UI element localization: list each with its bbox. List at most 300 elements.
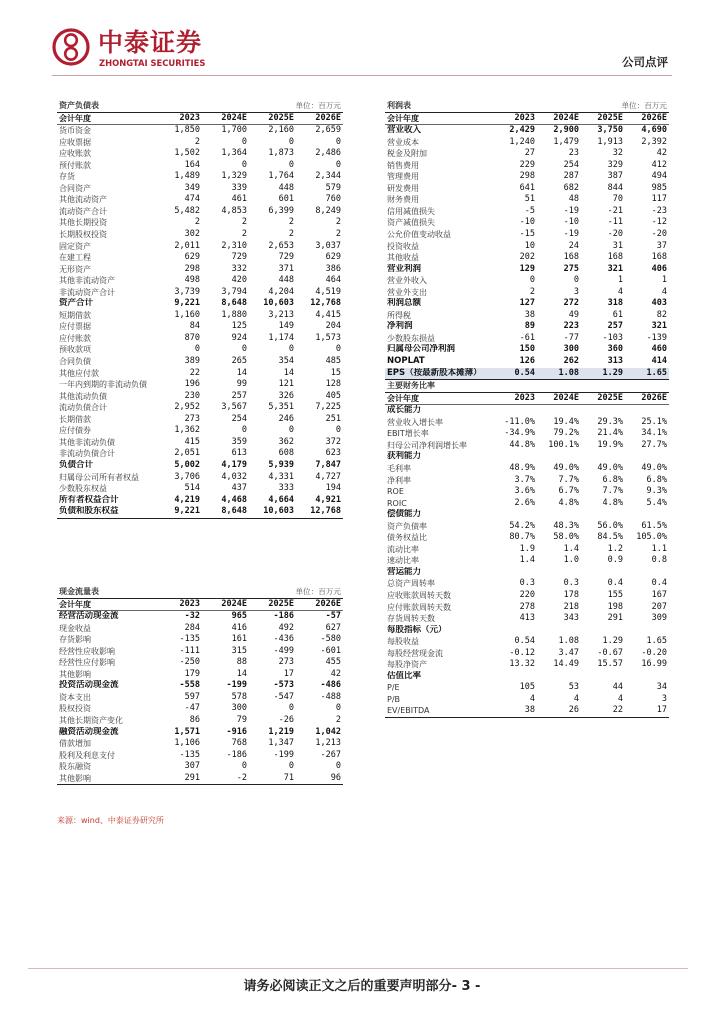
ratios-cell: 155 [607, 589, 623, 600]
balance-sheet-cell: 12,768 [296, 506, 343, 518]
ratios-cell: 1.0 [563, 555, 579, 566]
balance-sheet-row-label: 一年内到期的非流动负债 [59, 380, 147, 390]
ratios-cell: 100.1% [548, 439, 579, 450]
balance-sheet-cell: 4,032 [221, 471, 247, 482]
ratios-cell: 105.0% [636, 532, 668, 543]
cash-flow-cell: -547 [273, 691, 294, 702]
income-statement-cell: 10 [524, 240, 535, 251]
balance-sheet-cell: 4,179 [221, 459, 247, 470]
balance-sheet-cell: 2,011 [174, 240, 200, 251]
balance-sheet-cell: 461 [231, 194, 247, 205]
balance-sheet-cell: 2,952 [174, 402, 200, 413]
balance-sheet-cell: 386 [325, 263, 342, 274]
ratios-cell: 5.4% [646, 497, 668, 508]
balance-sheet-cell: 5,939 [268, 459, 294, 470]
balance-sheet-cell: 0 [288, 425, 294, 436]
ratios-section-row [385, 625, 669, 637]
balance-sheet-cell: 1,700 [221, 125, 247, 136]
balance-sheet-cell: 485 [325, 356, 342, 367]
income-statement-cell: 3 [573, 286, 579, 297]
income-statement-cell: 126 [519, 356, 535, 367]
income-statement-cell: 27 [524, 148, 535, 159]
income-statement-cell: 37 [656, 240, 668, 251]
cash-flow-title-spacer [155, 586, 202, 598]
balance-sheet-cell: 2 [288, 217, 294, 228]
income-statement-cell: -19 [563, 229, 579, 240]
income-statement-cell: 313 [607, 356, 623, 367]
ratios-cell: 17 [625, 705, 669, 717]
balance-sheet-row [57, 368, 343, 380]
balance-sheet-cell: 12,768 [310, 298, 342, 309]
income-statement-cell: 321 [651, 321, 668, 332]
balance-sheet-cell: 1,160 [174, 309, 200, 320]
income-statement-cell: 1.65 [625, 368, 669, 380]
balance-sheet-cell: 2 [194, 136, 200, 147]
income-statement-row [385, 356, 669, 368]
balance-sheet-cell: 629 [184, 252, 200, 263]
balance-sheet-row [57, 217, 343, 229]
data-source-note: 来源：wind、中泰证券研究所 [57, 816, 164, 825]
ratios-cell: 0.3 [519, 578, 535, 589]
balance-sheet-cell: 2,310 [221, 240, 247, 251]
income-statement-row [385, 229, 669, 241]
cash-flow-cell: -486 [320, 680, 342, 691]
balance-sheet-row [57, 495, 343, 507]
cash-flow-header-row [57, 598, 343, 611]
ratios-row [385, 555, 669, 567]
income-statement-unit: 单位：百万元 [537, 100, 669, 112]
cash-flow-cell: 578 [231, 691, 247, 702]
balance-sheet-cell: 0 [241, 344, 247, 355]
income-statement-row-label: 税金及附加 [387, 149, 427, 159]
ratios-cell: 1.08 [558, 636, 579, 647]
balance-sheet-cell: 2,659 [315, 125, 342, 136]
income-statement-cell: 682 [563, 182, 579, 193]
ratios-row-label: 资产负债率 [387, 521, 427, 531]
ratios-cell: 3.6% [514, 486, 535, 497]
cash-flow-row-label: 其他影响 [57, 773, 155, 785]
balance-sheet-cell: 372 [325, 436, 342, 447]
balance-sheet-cell: 125 [231, 321, 247, 332]
ratios-cell: 44 [612, 682, 623, 693]
balance-sheet-cell: 1,362 [174, 425, 200, 436]
balance-sheet-cell: 474 [184, 194, 200, 205]
balance-sheet-cell: 498 [184, 275, 200, 286]
balance-sheet-column-header: 2024E [202, 112, 249, 125]
balance-sheet-cell: 333 [278, 483, 294, 494]
income-statement-row-label: 利润总额 [387, 298, 422, 309]
balance-sheet-row-label: 短期借款 [59, 310, 91, 320]
cash-flow-row-label: 股东融资 [59, 762, 91, 772]
balance-sheet-row-label: 预收款项 [59, 345, 91, 355]
income-statement-cell: 24 [568, 240, 579, 251]
ratios-cell: 84.5% [597, 532, 623, 543]
balance-sheet-row-label: 其他非流动负债 [59, 437, 115, 447]
ratios-column-header: 2023 [493, 392, 537, 405]
cash-flow-row [57, 680, 343, 692]
balance-sheet-cell: 0 [288, 159, 294, 170]
income-statement-cell: 360 [607, 344, 623, 355]
income-statement-cell: 844 [607, 182, 623, 193]
balance-sheet-cell: 371 [278, 263, 294, 274]
company-name-cn: 中泰证券 [98, 28, 203, 57]
balance-sheet-row [57, 425, 343, 437]
ratios-cell: 218 [563, 601, 579, 612]
balance-sheet-cell: 2 [241, 217, 247, 228]
cash-flow-row-label: 存货影响 [59, 635, 91, 645]
cash-flow-cell: -601 [320, 645, 342, 656]
ratios-cell: 15.57 [597, 659, 623, 670]
ratios-cell: 0.54 [514, 636, 535, 647]
balance-sheet-cell: 1,502 [174, 148, 200, 159]
ratios-cell: 25.1% [641, 416, 668, 427]
balance-sheet-cell: 2 [241, 229, 247, 240]
income-statement-cell: 82 [656, 309, 668, 320]
income-and-ratios-table [385, 100, 669, 718]
ratios-column-header: 2025E [581, 392, 625, 405]
balance-sheet-row-label: 合同负债 [59, 357, 91, 367]
cash-flow-cell: -57 [325, 611, 342, 622]
ratios-cell: 79.2% [553, 428, 579, 439]
ratios-row [385, 440, 669, 452]
income-statement-cell: 61 [612, 309, 623, 320]
page-footer [0, 975, 724, 994]
cash-flow-row-label: 经营性应收影响 [59, 646, 115, 656]
ratios-cell: 80.7% [509, 532, 535, 543]
ratios-section-spacer [493, 625, 669, 637]
cash-flow-cell: 0 [288, 703, 294, 714]
balance-sheet-row-label: 归属母公司所有者权益 [59, 472, 139, 482]
cash-flow-cell: 416 [231, 622, 247, 633]
balance-sheet-cell: 1,489 [174, 171, 200, 182]
balance-sheet-cell: 0 [241, 425, 247, 436]
ratios-row-label: 每股指标（元） [387, 624, 447, 635]
ratios-cell: 1.65 [646, 636, 668, 647]
balance-sheet-cell: 359 [231, 436, 247, 447]
income-statement-cell: 0 [529, 275, 535, 286]
cash-flow-row [57, 761, 343, 773]
balance-sheet-cell: 623 [325, 448, 342, 459]
cash-flow-cell: -32 [184, 611, 200, 622]
cash-flow-cell: 71 [249, 773, 296, 785]
balance-sheet-row [57, 356, 343, 368]
income-statement-cell: 287 [563, 171, 579, 182]
ratios-row [385, 544, 669, 556]
income-statement-cell: -10 [519, 217, 535, 228]
income-statement-cell: 2,900 [553, 125, 579, 136]
ratios-cell: -0.20 [641, 647, 668, 658]
balance-sheet-row [57, 460, 343, 472]
ratios-cell: 19.9% [597, 439, 623, 450]
ratios-row-label: 获利能力 [387, 451, 422, 462]
ratios-cell: 6.8% [646, 474, 668, 485]
ratios-row-label: 总资产周转率 [387, 579, 435, 589]
balance-sheet-cell: 0 [335, 136, 342, 147]
income-statement-row-label: 营业成本 [387, 137, 419, 147]
ratios-cell: 4.8% [558, 497, 579, 508]
balance-sheet-cell: 1,850 [174, 125, 200, 136]
cash-flow-row [57, 750, 343, 762]
income-statement-cell: 168 [607, 252, 623, 263]
ratios-cell: 54.2% [509, 520, 535, 531]
balance-sheet-cell: 8,249 [315, 205, 342, 216]
ratios-cell: 3.47 [558, 647, 579, 658]
income-statement-cell: 2,392 [641, 136, 668, 147]
income-statement-cell: 1.29 [581, 368, 625, 380]
cash-flow-cell: 315 [231, 645, 247, 656]
income-statement-cell: -15 [519, 229, 535, 240]
income-statement-cell: 262 [563, 356, 579, 367]
balance-sheet-cell: 5,002 [174, 459, 200, 470]
cash-flow-cell: -199 [226, 680, 247, 691]
cash-flow-row [57, 611, 343, 623]
income-statement-row [385, 206, 669, 218]
cash-flow-cell: -47 [184, 703, 200, 714]
balance-sheet-row-label: 在建工程 [59, 253, 91, 263]
balance-sheet-row [57, 252, 343, 264]
balance-sheet-row [57, 125, 343, 137]
page-number: - 3 - [451, 979, 481, 994]
income-statement-cell: 4,690 [641, 125, 668, 136]
balance-sheet-row [57, 321, 343, 333]
ratios-row [385, 463, 669, 475]
balance-sheet-unit: 单位：百万元 [202, 100, 343, 112]
ratios-cell: 1.29 [602, 636, 623, 647]
cash-flow-row [57, 669, 343, 681]
balance-sheet-row [57, 229, 343, 241]
balance-sheet-cell: 608 [278, 448, 294, 459]
ratios-section-spacer [493, 509, 669, 521]
income-statement-row-label: 少数股东损益 [387, 333, 435, 343]
balance-sheet-row-label: 其他非流动资产 [59, 276, 115, 286]
ratios-row-label: 净利率 [387, 475, 411, 485]
ratios-section-row [385, 567, 669, 579]
cash-flow-cell: -488 [320, 691, 342, 702]
income-statement-cell: 460 [651, 344, 668, 355]
ratios-header-row [385, 392, 669, 405]
ratios-cell: 13.32 [509, 659, 535, 670]
balance-sheet-row-label: 长期借款 [59, 414, 91, 424]
income-statement-header-row [385, 112, 669, 125]
income-statement-column-header: 会计年度 [385, 112, 493, 125]
income-statement-row [385, 344, 669, 356]
balance-sheet-cell: 4,727 [315, 471, 342, 482]
balance-sheet-row-label: 长期股权投资 [59, 230, 107, 240]
ratios-section-row [385, 405, 669, 417]
balance-sheet-cell: 4,519 [315, 286, 342, 297]
ratios-cell: 343 [563, 613, 579, 624]
ratios-row [385, 636, 669, 648]
income-statement-cell: 38 [524, 309, 535, 320]
cash-flow-cell: -916 [226, 726, 247, 737]
balance-sheet-row-label: 应付票据 [59, 322, 91, 332]
balance-sheet-cell: 1,573 [315, 332, 342, 343]
ratios-cell: -11.0% [504, 416, 535, 427]
balance-sheet-cell: 15 [330, 367, 342, 378]
ratios-cell: 26 [537, 705, 581, 717]
income-statement-cell: 0 [573, 275, 579, 286]
ratios-cell: 38 [493, 705, 537, 717]
balance-sheet-cell: 0 [288, 344, 294, 355]
income-statement-row-label: 其他收益 [387, 253, 419, 263]
income-statement-row-label: 研发费用 [387, 183, 419, 193]
ratios-cell: 0.3 [563, 578, 579, 589]
ratios-cell: 48.9% [509, 462, 535, 473]
balance-sheet-cell: 4,921 [315, 494, 342, 505]
balance-sheet-row-label: 合同资产 [59, 183, 91, 193]
balance-sheet-cell: 464 [325, 275, 342, 286]
balance-sheet-row [57, 437, 343, 449]
income-statement-cell: 985 [651, 182, 668, 193]
cash-flow-cell: 1,571 [174, 726, 200, 737]
income-statement-cell: 329 [607, 159, 623, 170]
income-statement-cell: 229 [519, 159, 535, 170]
balance-sheet-row-label: 资产合计 [59, 298, 94, 309]
ratios-row-label: 归母公司净利润增长率 [387, 440, 467, 450]
balance-sheet-row-label: 其他应付款 [59, 368, 99, 378]
ratios-row [385, 486, 669, 498]
ratios-row [385, 475, 669, 487]
ratios-cell: 0.8 [651, 555, 668, 566]
balance-sheet-row-label: 其他长期投资 [59, 218, 107, 228]
income-statement-cell: -23 [651, 205, 668, 216]
header-divider [52, 75, 672, 76]
balance-sheet-cell: 4,853 [221, 205, 247, 216]
ratios-column-header: 2024E [537, 392, 581, 405]
cash-flow-row [57, 634, 343, 646]
income-statement-cell: -61 [519, 332, 535, 343]
cash-flow-cell: 1,213 [315, 738, 342, 749]
income-statement-cell: 129 [519, 263, 535, 274]
balance-sheet-cell: 254 [231, 413, 247, 424]
ratios-row-label: 毛利率 [387, 463, 411, 473]
balance-sheet-row [57, 310, 343, 322]
ratios-row-label: 估值比率 [387, 670, 422, 681]
cash-flow-row-label: 融资活动现金流 [59, 726, 119, 737]
balance-sheet-cell: 0 [194, 344, 200, 355]
income-statement-cell: -5 [524, 205, 535, 216]
cash-flow-cell: 86 [189, 715, 200, 726]
balance-sheet-cell: 10,603 [263, 298, 294, 309]
cash-flow-cell: -111 [179, 645, 200, 656]
balance-sheet-row-label: 应付债券 [59, 426, 91, 436]
cash-flow-row [57, 738, 343, 750]
ratios-section-row [385, 509, 669, 521]
balance-sheet-cell: 2 [335, 229, 342, 240]
ratios-cell: 49.0% [597, 462, 623, 473]
cash-flow-row-label: 资本支出 [59, 692, 91, 702]
income-statement-row-label: 所得税 [387, 310, 411, 320]
cash-flow-row [57, 692, 343, 704]
ratios-row-label: ROE [387, 487, 404, 497]
cash-flow-row [57, 715, 343, 727]
balance-sheet-cell: 10,603 [249, 506, 296, 518]
income-statement-cell: 321 [607, 263, 623, 274]
cash-flow-row-label: 投资活动现金流 [59, 680, 119, 691]
ratios-section-spacer [493, 671, 669, 683]
income-statement-cell: -10 [563, 217, 579, 228]
balance-sheet-cell: 2,344 [315, 171, 342, 182]
balance-sheet-cell: 128 [325, 379, 342, 390]
balance-sheet-cell: 1,764 [268, 171, 294, 182]
balance-sheet-cell: 448 [278, 182, 294, 193]
balance-sheet-row-label: 其他流动负债 [59, 391, 107, 401]
ratios-cell: 53 [568, 682, 579, 693]
income-statement-cell: 406 [651, 263, 668, 274]
ratios-cell: 9.3% [646, 486, 668, 497]
cash-flow-cell: 1,347 [268, 738, 294, 749]
ratios-cell: 3.7% [514, 474, 535, 485]
balance-sheet-cell: 9,221 [155, 506, 202, 518]
balance-sheet-header-row [57, 112, 343, 125]
income-statement-cell: 254 [563, 159, 579, 170]
income-statement-column-header: 2023 [493, 112, 537, 125]
ratios-cell: 4 [529, 693, 535, 704]
balance-sheet-cell: 601 [278, 194, 294, 205]
cash-flow-cell: 1,219 [268, 726, 294, 737]
income-statement-cell: -77 [563, 332, 579, 343]
income-statement-title: 利润表 [385, 100, 493, 112]
balance-sheet-cell: 5,482 [174, 205, 200, 216]
ratios-cell: 309 [651, 613, 668, 624]
income-statement-cell: 4 [661, 286, 668, 297]
balance-sheet-cell: 3,567 [221, 402, 247, 413]
ratios-cell: 7.7% [558, 474, 579, 485]
income-statement-cell: 32 [612, 148, 623, 159]
zhongtai-logo-icon [52, 28, 90, 66]
income-statement-title-row [385, 100, 669, 112]
ratios-row [385, 578, 669, 590]
balance-sheet-cell: 437 [231, 483, 247, 494]
balance-sheet-cell: 121 [278, 379, 294, 390]
ratios-row [385, 532, 669, 544]
balance-sheet-cell: 729 [278, 252, 294, 263]
ratios-cell: 27.7% [641, 439, 668, 450]
ratios-row-label: 偿债能力 [387, 509, 422, 520]
balance-sheet-cell: 3,706 [174, 471, 200, 482]
ratios-cell: 105 [519, 682, 535, 693]
income-statement-row [385, 137, 669, 149]
balance-sheet-cell: 332 [231, 263, 247, 274]
income-statement-cell: 49 [568, 309, 579, 320]
ratios-cell: 58.0% [553, 532, 579, 543]
ratios-cell: 1.9 [519, 543, 535, 554]
cash-flow-title-row [57, 586, 343, 598]
cash-flow-column-header: 2024E [202, 598, 249, 611]
cash-flow-cell: -436 [273, 634, 294, 645]
cash-flow-cell: 273 [278, 657, 294, 668]
cash-flow-cell: 1,106 [174, 738, 200, 749]
balance-sheet-cell: 3,037 [315, 240, 342, 251]
ratios-section-spacer [493, 451, 669, 463]
ratios-cell: 7.7% [602, 486, 623, 497]
cash-flow-cell: 284 [184, 622, 200, 633]
balance-sheet-row-label: 货币资金 [59, 126, 91, 136]
cash-flow-cell: 627 [325, 622, 342, 633]
ratios-cell: 1.4 [519, 555, 535, 566]
income-statement-cell: 414 [651, 356, 668, 367]
income-statement-row [385, 298, 669, 310]
ratios-row [385, 521, 669, 533]
cash-flow-row-label: 股权投资 [59, 704, 91, 714]
balance-sheet-cell: 760 [325, 194, 342, 205]
ratios-cell: 1.4 [563, 543, 579, 554]
balance-sheet-cell: 298 [184, 263, 200, 274]
cash-flow-column-header: 2025E [249, 598, 296, 611]
balance-sheet-column-header: 2025E [249, 112, 296, 125]
ratios-cell: 2.6% [514, 497, 535, 508]
balance-sheet-row-label: 流动负债合计 [59, 403, 107, 413]
